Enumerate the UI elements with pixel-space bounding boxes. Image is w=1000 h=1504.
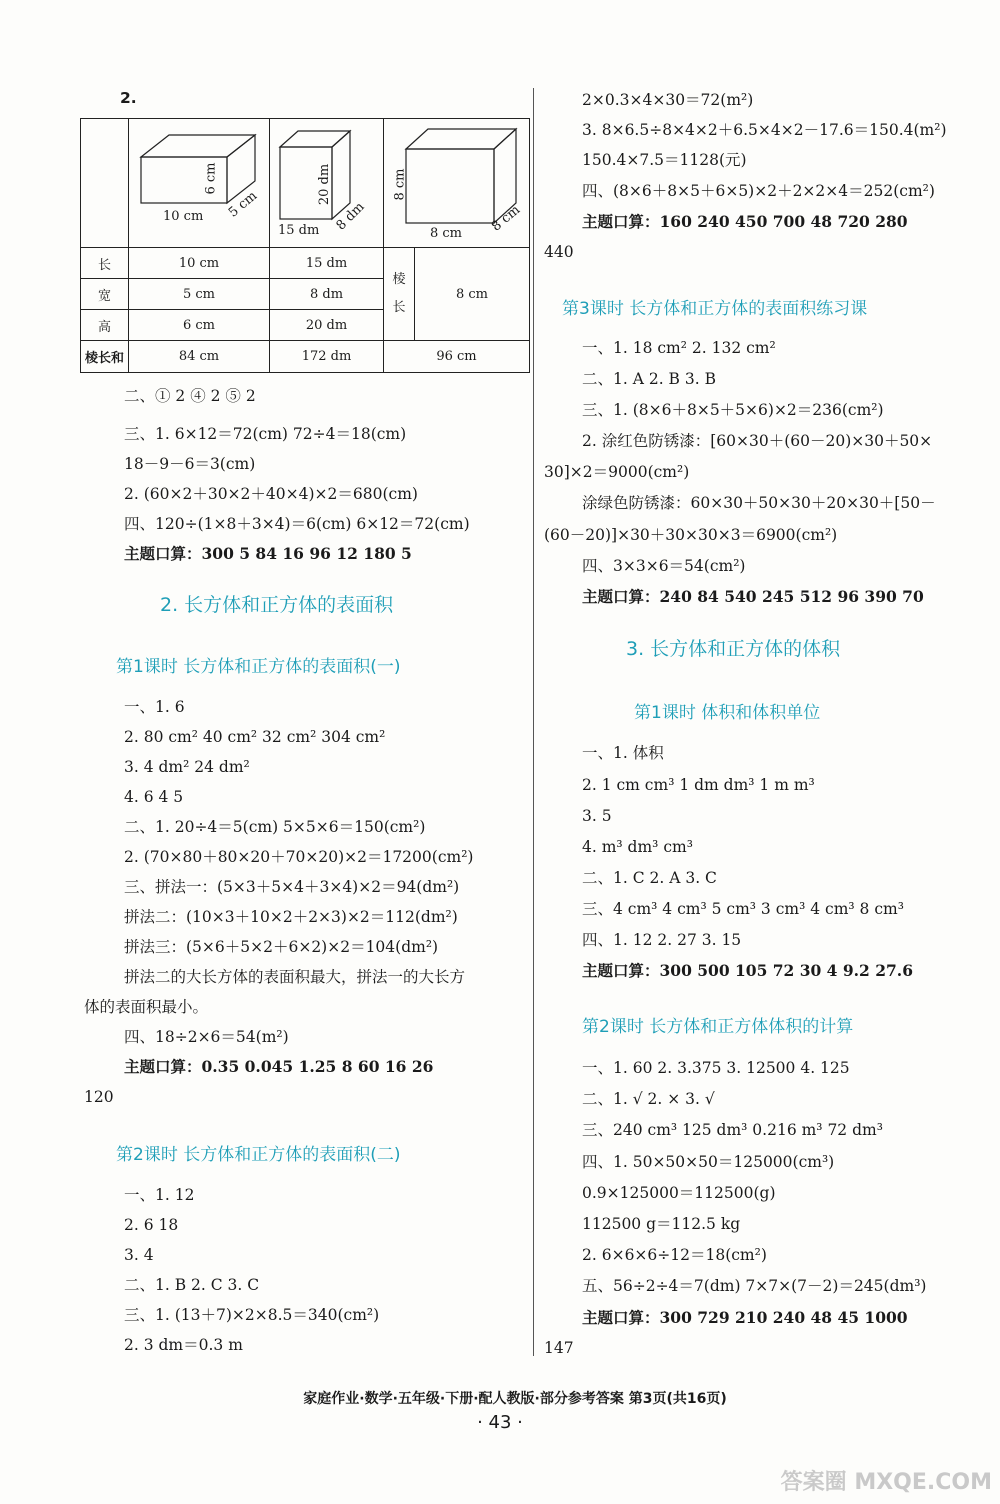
fig2-width-label: 8 dm: [333, 199, 368, 234]
answer-line: 3. 8×6.5÷8×4×2＋6.5×4×2－17.6＝150.4(m²): [582, 121, 947, 139]
lesson-2-title: 第2课时 长方体和正方体的表面积(二): [116, 1145, 401, 1165]
answer-line: 2. (70×80＋80×20＋70×20)×2＝17200(cm²): [124, 848, 474, 866]
figure-cell-2: [270, 119, 384, 248]
figure-cell-1: [129, 119, 270, 248]
answer-line: 4. m³ dm³ cm³: [582, 838, 693, 856]
section-2-title: 2. 长方体和正方体的表面积: [160, 594, 394, 616]
row-head-edge-sum: 棱长和: [81, 341, 129, 373]
fig3-width-label: 8 cm: [488, 202, 524, 235]
answer-line: 涂绿色防锈漆：60×30＋50×30＋20×30＋[50－: [582, 494, 936, 512]
answer-line: 一、1. 体积: [582, 744, 664, 762]
answer-line: 2. 1 cm cm³ 1 dm dm³ 1 m m³: [582, 776, 815, 794]
answer-line: 三、1. 6×12＝72(cm) 72÷4＝18(cm): [124, 425, 407, 443]
answer-line: 四、1. 50×50×50＝125000(cm³): [582, 1153, 835, 1171]
footer-caption: 家庭作业·数学·五年级·下册·配人教版·部分参考答案 第3页(共16页): [303, 1391, 727, 1407]
answer-line: 一、1. 12: [124, 1186, 195, 1204]
row-head-length: 长: [81, 248, 129, 279]
lesson-3-title: 第3课时 长方体和正方体的表面积练习课: [562, 299, 868, 319]
answer-line: 2. 3 dm＝0.3 m: [124, 1336, 243, 1354]
answer-line: 一、1. 6: [124, 698, 185, 716]
lesson-1-title: 第1课时 长方体和正方体的表面积(一): [116, 657, 401, 677]
figure-cell-3: [384, 119, 530, 248]
answer-line: 0.9×125000＝112500(g): [582, 1184, 776, 1202]
cell-height-1: 6 cm: [129, 310, 270, 341]
cell-length-1: 10 cm: [129, 248, 270, 279]
edge-value-cell: 8 cm: [415, 248, 530, 341]
answer-line: 四、120÷(1×8＋3×4)＝6(cm) 6×12＝72(cm): [124, 515, 470, 533]
row-head-height: 高: [81, 310, 129, 341]
volume-lesson-2-title: 第2课时 长方体和正方体体积的计算: [582, 1017, 854, 1037]
cell-edge-sum-2: 172 dm: [270, 341, 384, 373]
volume-lesson-1-title: 第1课时 体积和体积单位: [634, 703, 821, 723]
mental-math-line: 主题口算：300 5 84 16 96 12 180 5: [124, 544, 412, 563]
answer-line: 3. 4: [124, 1246, 154, 1264]
edge-head-text: 棱长: [392, 272, 406, 315]
answer-line: 3. 4 dm² 24 dm²: [124, 758, 250, 776]
mental-math-line: 主题口算：0.35 0.045 1.25 8 60 16 26: [124, 1057, 434, 1076]
answer-line: 120: [84, 1088, 114, 1106]
answer-line: 150.4×7.5＝1128(元): [582, 151, 747, 169]
fig3-height-label: 8 cm: [392, 168, 408, 201]
fig1-width-label: 5 cm: [225, 188, 261, 221]
cell-edge-sum-1: 84 cm: [129, 341, 270, 373]
row-head-width: 宽: [81, 279, 129, 310]
mental-math-line: 主题口算：300 500 105 72 30 4 9.2 27.6: [582, 961, 913, 980]
cuboid-figure-1: [129, 119, 269, 247]
fig3-length-label: 8 cm: [430, 226, 463, 241]
watermark-logo: 答案圈 MXQE.COM: [780, 1470, 992, 1495]
answer-line: 拼法三：(5×6＋5×2＋6×2)×2＝104(dm²): [124, 938, 439, 956]
answer-line: 一、1. 60 2. 3.375 3. 12500 4. 125: [582, 1059, 850, 1077]
answer-line: 2. (60×2＋30×2＋40×4)×2＝680(cm): [124, 485, 418, 503]
answer-line: 二、1. √ 2. × 3. √: [582, 1090, 715, 1108]
cell-width-2: 8 dm: [270, 279, 384, 310]
fig1-height-label: 6 cm: [203, 162, 219, 195]
answer-line: 112500 g＝112.5 kg: [582, 1215, 741, 1233]
answer-line: 147: [544, 1339, 574, 1357]
answer-line: 三、240 cm³ 125 dm³ 0.216 m³ 72 dm³: [582, 1121, 883, 1139]
answer-line: 2. 6×6×6÷12＝18(cm²): [582, 1246, 767, 1264]
answer-line: 四、(8×6＋8×5＋6×5)×2＋2×2×4＝252(cm²): [582, 182, 935, 200]
answer-line: 三、1. (13＋7)×2×8.5＝340(cm²): [124, 1306, 380, 1324]
answer-line: 四、1. 12 2. 27 3. 15: [582, 931, 742, 949]
answer-line: 一、1. 18 cm² 2. 132 cm²: [582, 339, 776, 357]
question-2-label: 2.: [120, 89, 137, 107]
mental-math-line: 主题口算：240 84 540 245 512 96 390 70: [582, 587, 924, 606]
answer-line: 二、1. C 2. A 3. C: [582, 869, 717, 887]
mental-math-line: 主题口算：160 240 450 700 48 720 280: [582, 212, 908, 231]
answer-line: 二、1. A 2. B 3. B: [582, 370, 716, 388]
cell-edge-sum-3: 96 cm: [384, 341, 530, 373]
table-corner-cell: [81, 119, 129, 248]
answer-line: 18－9－6＝3(cm): [124, 455, 256, 473]
answer-line: 2. 80 cm² 40 cm² 32 cm² 304 cm²: [124, 728, 386, 746]
answer-line: 三、1. (8×6＋8×5＋5×6)×2＝236(cm²): [582, 401, 884, 419]
fig2-length-label: 15 dm: [278, 223, 320, 238]
answer-line: 五、56÷2÷4＝7(dm) 7×7×(7－2)＝245(dm³): [582, 1277, 927, 1295]
answer-line: 四、18÷2×6＝54(m²): [124, 1028, 289, 1046]
fig1-length-label: 10 cm: [163, 209, 204, 224]
answer-line: 4. 6 4 5: [124, 788, 184, 806]
answer-line: 30]×2＝9000(cm²): [544, 463, 690, 481]
fig2-height-label: 20 dm: [317, 163, 333, 206]
answer-line: 2. 涂红色防锈漆：[60×30＋(60－20)×30＋50×: [582, 432, 933, 450]
answer-line: 拼法二：(10×3＋10×2＋2×3)×2＝112(dm²): [124, 908, 458, 926]
cuboid-dimension-table: [80, 118, 530, 373]
cell-width-1: 5 cm: [129, 279, 270, 310]
answer-line: 四、3×3×6＝54(cm²): [582, 557, 746, 575]
answer-line: 三、4 cm³ 4 cm³ 5 cm³ 3 cm³ 4 cm³ 8 cm³: [582, 900, 904, 918]
answer-line: 2×0.3×4×30＝72(m²): [582, 91, 754, 109]
answer-line: 拼法二的大长方体的表面积最大，拼法一的大长方: [124, 968, 466, 986]
cell-length-2: 15 dm: [270, 248, 384, 279]
answer-line: 二、① 2 ④ 2 ⑤ 2: [124, 387, 256, 405]
cell-height-2: 20 dm: [270, 310, 384, 341]
edge-head-cell: [384, 248, 415, 341]
answer-line: 体的表面积最小。: [84, 998, 209, 1016]
answer-line: (60－20)]×30＋30×30×3＝6900(cm²): [544, 526, 838, 544]
section-3-title: 3. 长方体和正方体的体积: [626, 638, 841, 660]
answer-line: 三、拼法一：(5×3＋5×4＋3×4)×2＝94(dm²): [124, 878, 460, 896]
answer-line: 二、1. B 2. C 3. C: [124, 1276, 260, 1294]
page-number: · 43 ·: [477, 1412, 523, 1433]
answer-line: 二、1. 20÷4＝5(cm) 5×5×6＝150(cm²): [124, 818, 426, 836]
mental-math-line: 主题口算：300 729 210 240 48 45 1000: [582, 1308, 908, 1327]
answer-line: 440: [544, 243, 574, 261]
column-divider: [533, 88, 534, 1356]
answer-line: 2. 6 18: [124, 1216, 179, 1234]
answer-line: 3. 5: [582, 807, 612, 825]
